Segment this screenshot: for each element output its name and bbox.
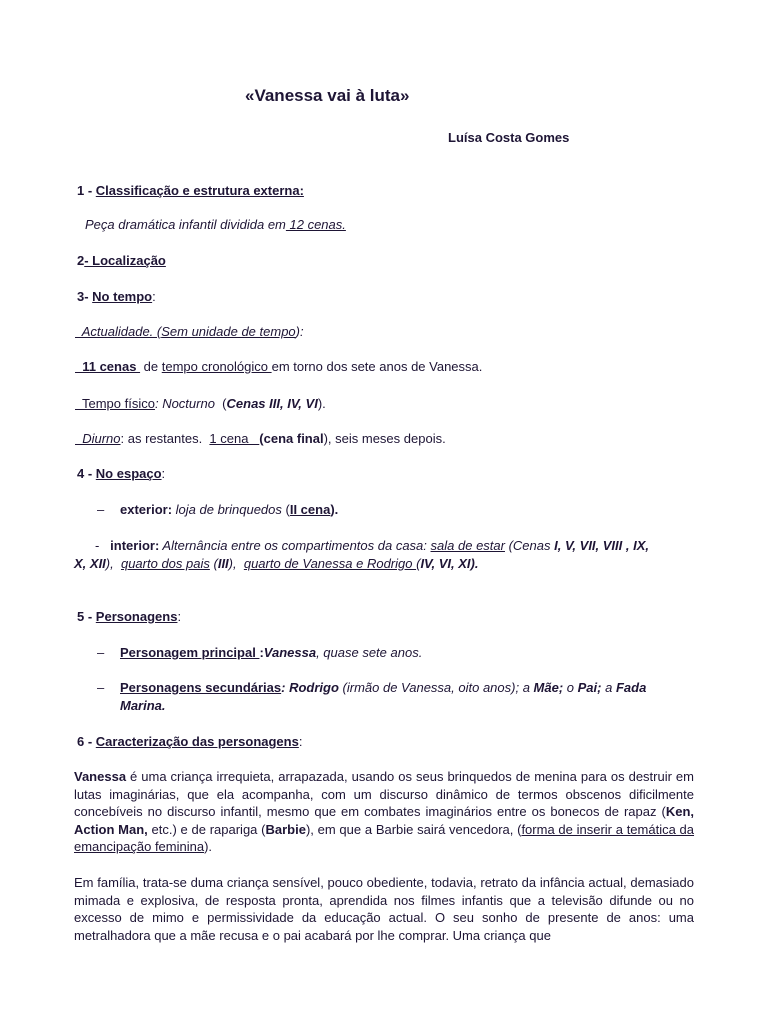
- personagens-secundarias-line-2: Marina.: [120, 698, 166, 713]
- diurno-line: Diurno: as restantes. 1 cena (cena final), seis meses depois.: [75, 431, 446, 446]
- document-author: Luísa Costa Gomes: [448, 130, 570, 145]
- actualidade-line: Actualidade. (Sem unidade de tempo):: [75, 324, 304, 339]
- section-4-heading: 4 - No espaço:: [77, 466, 166, 481]
- exterior-line: exterior: loja de brinquedos (II cena).: [120, 502, 339, 517]
- document-title: «Vanessa vai à luta»: [245, 86, 410, 105]
- paragraph-vanessa: Vanessa é uma criança irrequieta, arrapazada, usando os seus brinquedos de menina para os destruir em lutas imaginárias, que ela acompanha, com um discurso dinâmico de termos obscenos dificilmente concebíveis no discurso infantil, mesmo que em combates imaginários entre os bonecos de rapaz (Ken, Action Man, etc.) e de rapariga (Barbie), em que a Barbie sairá vencedora, (forma de inserir a temática da emancipação feminina).: [74, 769, 695, 854]
- section-1-title: Classificação e estrutura externa:: [95, 183, 304, 198]
- section-1-text: Peça dramática infantil dividida em 12 cenas.: [85, 217, 346, 232]
- section-6-heading: 6 - Caracterização das personagens:: [77, 734, 303, 749]
- bullet-dash: –: [97, 680, 105, 695]
- section-1-heading: 1 - Classificação e estrutura externa:: [77, 183, 304, 198]
- personagens-secundarias-line-1: Personagens secundárias: Rodrigo (irmão de Vanessa, oito anos); a Mãe; o Pai; a Fada: [120, 680, 647, 695]
- bullet-dash: –: [97, 502, 105, 517]
- section-5-heading: 5 - Personagens:: [77, 609, 182, 624]
- interior-line-2: X, XII), quarto dos pais (III), quarto de Vanessa e Rodrigo (IV, VI, XI).: [74, 556, 479, 571]
- cenas-count: 12 cenas.: [285, 217, 346, 232]
- bullet-dash: –: [97, 645, 105, 660]
- paragraph-familia: Em família, trata-se duma criança sensível, pouco obediente, todavia, retrato da infância actual, demasiado mimada e explosiva, de resposta pronta, aprendida nos filmes infantis que a televisão difunde ou no excesso de mimo e permissividade da educação actual. O seu sonho de presente de anos: uma metralhadora que a mãe recusa e o pai acabará por lhe comprar. Uma criança que: [74, 875, 694, 943]
- tempo-fisico-line: Tempo físico: Nocturno (Cenas III, IV, VI).: [75, 396, 326, 411]
- section-2-heading: 2- Localização: [77, 253, 166, 268]
- personagem-principal-line: Personagem principal :Vanessa, quase sete anos.: [120, 645, 423, 660]
- interior-line-1: - interior: Alternância entre os compartimentos da casa: sala de estar (Cenas I, V, VII, VIII , IX,: [95, 538, 650, 553]
- onze-cenas-line: 11 cenas de tempo cronológico em torno dos sete anos de Vanessa.: [75, 359, 483, 374]
- section-3-heading: 3- No tempo:: [77, 289, 156, 304]
